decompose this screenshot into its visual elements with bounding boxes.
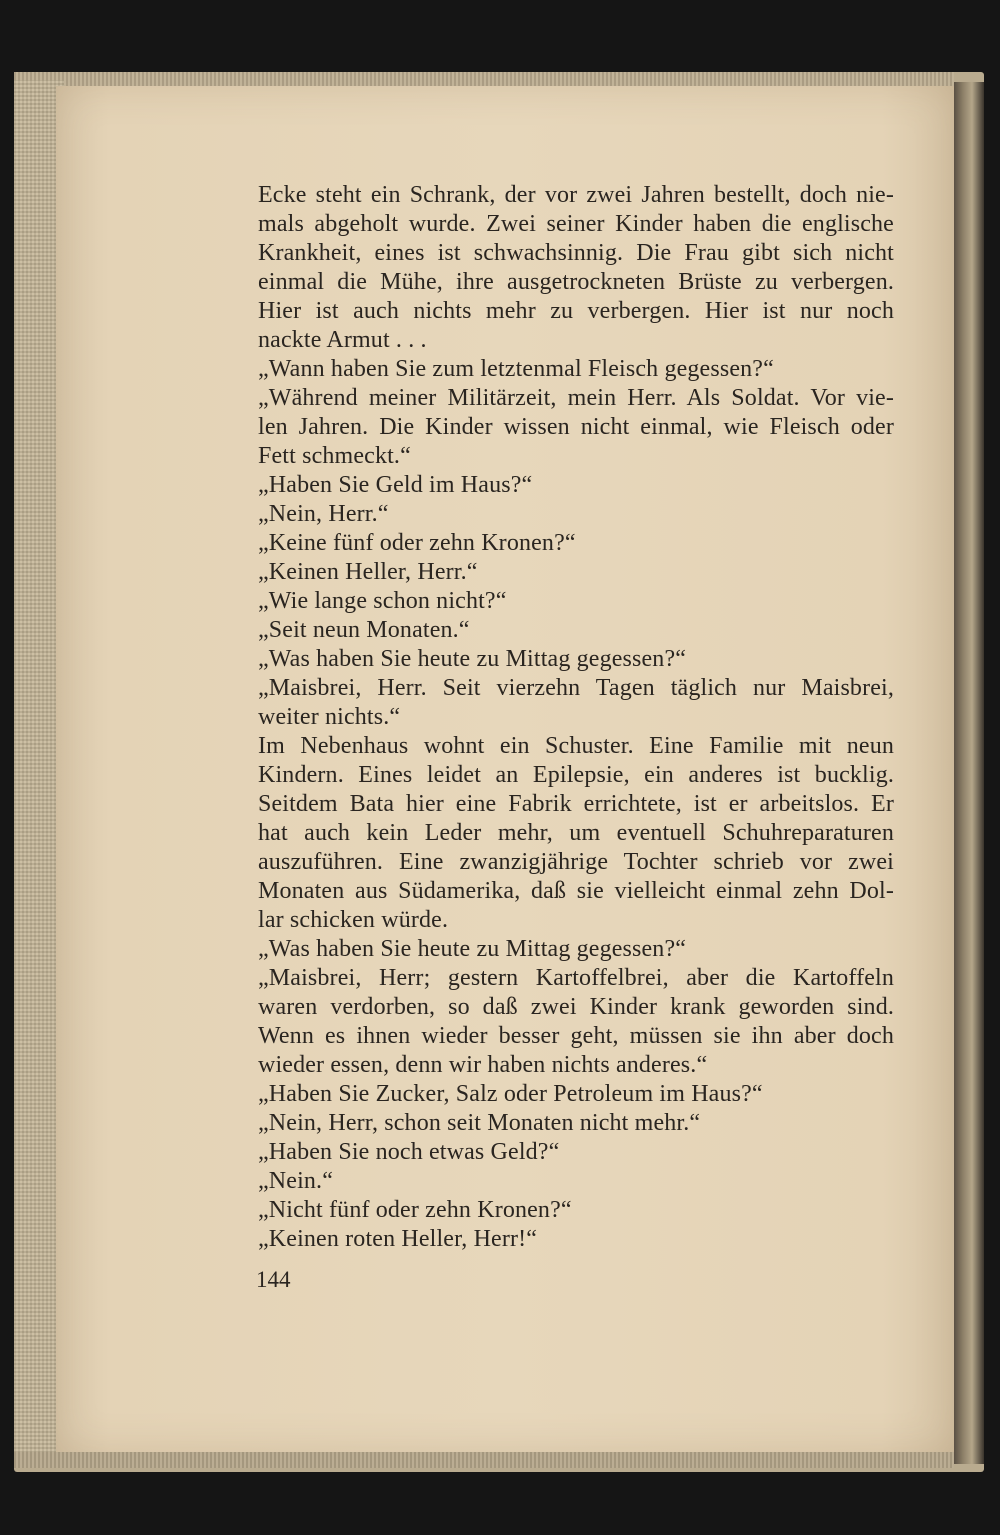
- text-line: „Was haben Sie heute zu Mittag gegessen?“: [258, 646, 687, 672]
- text-line: weiter nichts.“: [258, 704, 401, 730]
- binding-bottom-edge: [14, 1452, 954, 1468]
- binding-top-edge: [14, 72, 954, 86]
- text-line: „Keine fünf oder zehn Kronen?“: [258, 530, 576, 556]
- text-line: Seitdem Bata hier eine Fabrik errichtete, ist er arbeitslos. Er: [258, 791, 894, 817]
- text-line: „Nein, Herr.“: [258, 501, 389, 527]
- text-line: „Wie lange schon nicht?“: [258, 588, 507, 614]
- text-line: „Was haben Sie heute zu Mittag gegessen?“: [258, 936, 687, 962]
- text-line: „Keinen roten Heller, Herr!“: [258, 1226, 538, 1252]
- text-line: einmal die Mühe, ihre ausgetrockneten Brüste zu verbergen.: [258, 269, 894, 295]
- text-line: len Jahren. Die Kinder wissen nicht einmal, wie Fleisch oder: [258, 414, 894, 440]
- text-line: mals abgeholt wurde. Zwei seiner Kinder haben die englische: [258, 211, 894, 237]
- text-line: lar schicken würde.: [258, 907, 449, 933]
- text-line: Im Nebenhaus wohnt ein Schuster. Eine Familie mit neun: [258, 733, 894, 759]
- text-line: „Haben Sie noch etwas Geld?“: [258, 1139, 560, 1165]
- text-line: „Wann haben Sie zum letztenmal Fleisch gegessen?“: [258, 356, 774, 382]
- page-number: 144: [256, 1267, 291, 1292]
- text-line: „Nicht fünf oder zehn Kronen?“: [258, 1197, 572, 1223]
- text-line: „Maisbrei, Herr; gestern Kartoffelbrei, aber die Kartoffeln: [258, 965, 894, 991]
- text-line: „Seit neun Monaten.“: [258, 617, 470, 643]
- text-line: wieder essen, denn wir haben nichts anderes.“: [258, 1052, 708, 1078]
- text-line: „Nein.“: [258, 1168, 334, 1194]
- text-line: hat auch kein Leder mehr, um eventuell Schuhreparaturen: [258, 820, 894, 846]
- page-gutter-shadow: [954, 82, 984, 1464]
- text-line: Hier ist auch nichts mehr zu verbergen. Hier ist nur noch: [258, 298, 894, 324]
- text-line: Ecke steht ein Schrank, der vor zwei Jahren bestellt, doch nie-: [258, 182, 894, 208]
- text-line: „Haben Sie Zucker, Salz oder Petroleum im Haus?“: [258, 1081, 763, 1107]
- page-body-text: [258, 181, 894, 1254]
- text-line: „Keinen Heller, Herr.“: [258, 559, 478, 585]
- text-line: „Haben Sie Geld im Haus?“: [258, 472, 533, 498]
- text-line: Kindern. Eines leidet an Epilepsie, ein anderes ist bucklig.: [258, 762, 894, 788]
- text-line: waren verdorben, so daß zwei Kinder krank geworden sind.: [258, 994, 894, 1020]
- text-line: Monaten aus Südamerika, daß sie vielleicht einmal zehn Dol-: [258, 878, 894, 904]
- text-line: auszuführen. Eine zwanzigjährige Tochter schrieb vor zwei: [258, 849, 894, 875]
- text-line: Wenn es ihnen wieder besser geht, müssen sie ihn aber doch: [258, 1023, 894, 1049]
- text-line: „Während meiner Militärzeit, mein Herr. Als Soldat. Vor vie-: [258, 385, 894, 411]
- text-line: „Maisbrei, Herr. Seit vierzehn Tagen täglich nur Maisbrei,: [258, 675, 894, 701]
- text-line: nackte Armut . . .: [258, 327, 427, 353]
- text-line: Krankheit, eines ist schwachsinnig. Die Frau gibt sich nicht: [258, 240, 894, 266]
- text-line: Fett schmeckt.“: [258, 443, 411, 469]
- text-line: „Nein, Herr, schon seit Monaten nicht mehr.“: [258, 1110, 701, 1136]
